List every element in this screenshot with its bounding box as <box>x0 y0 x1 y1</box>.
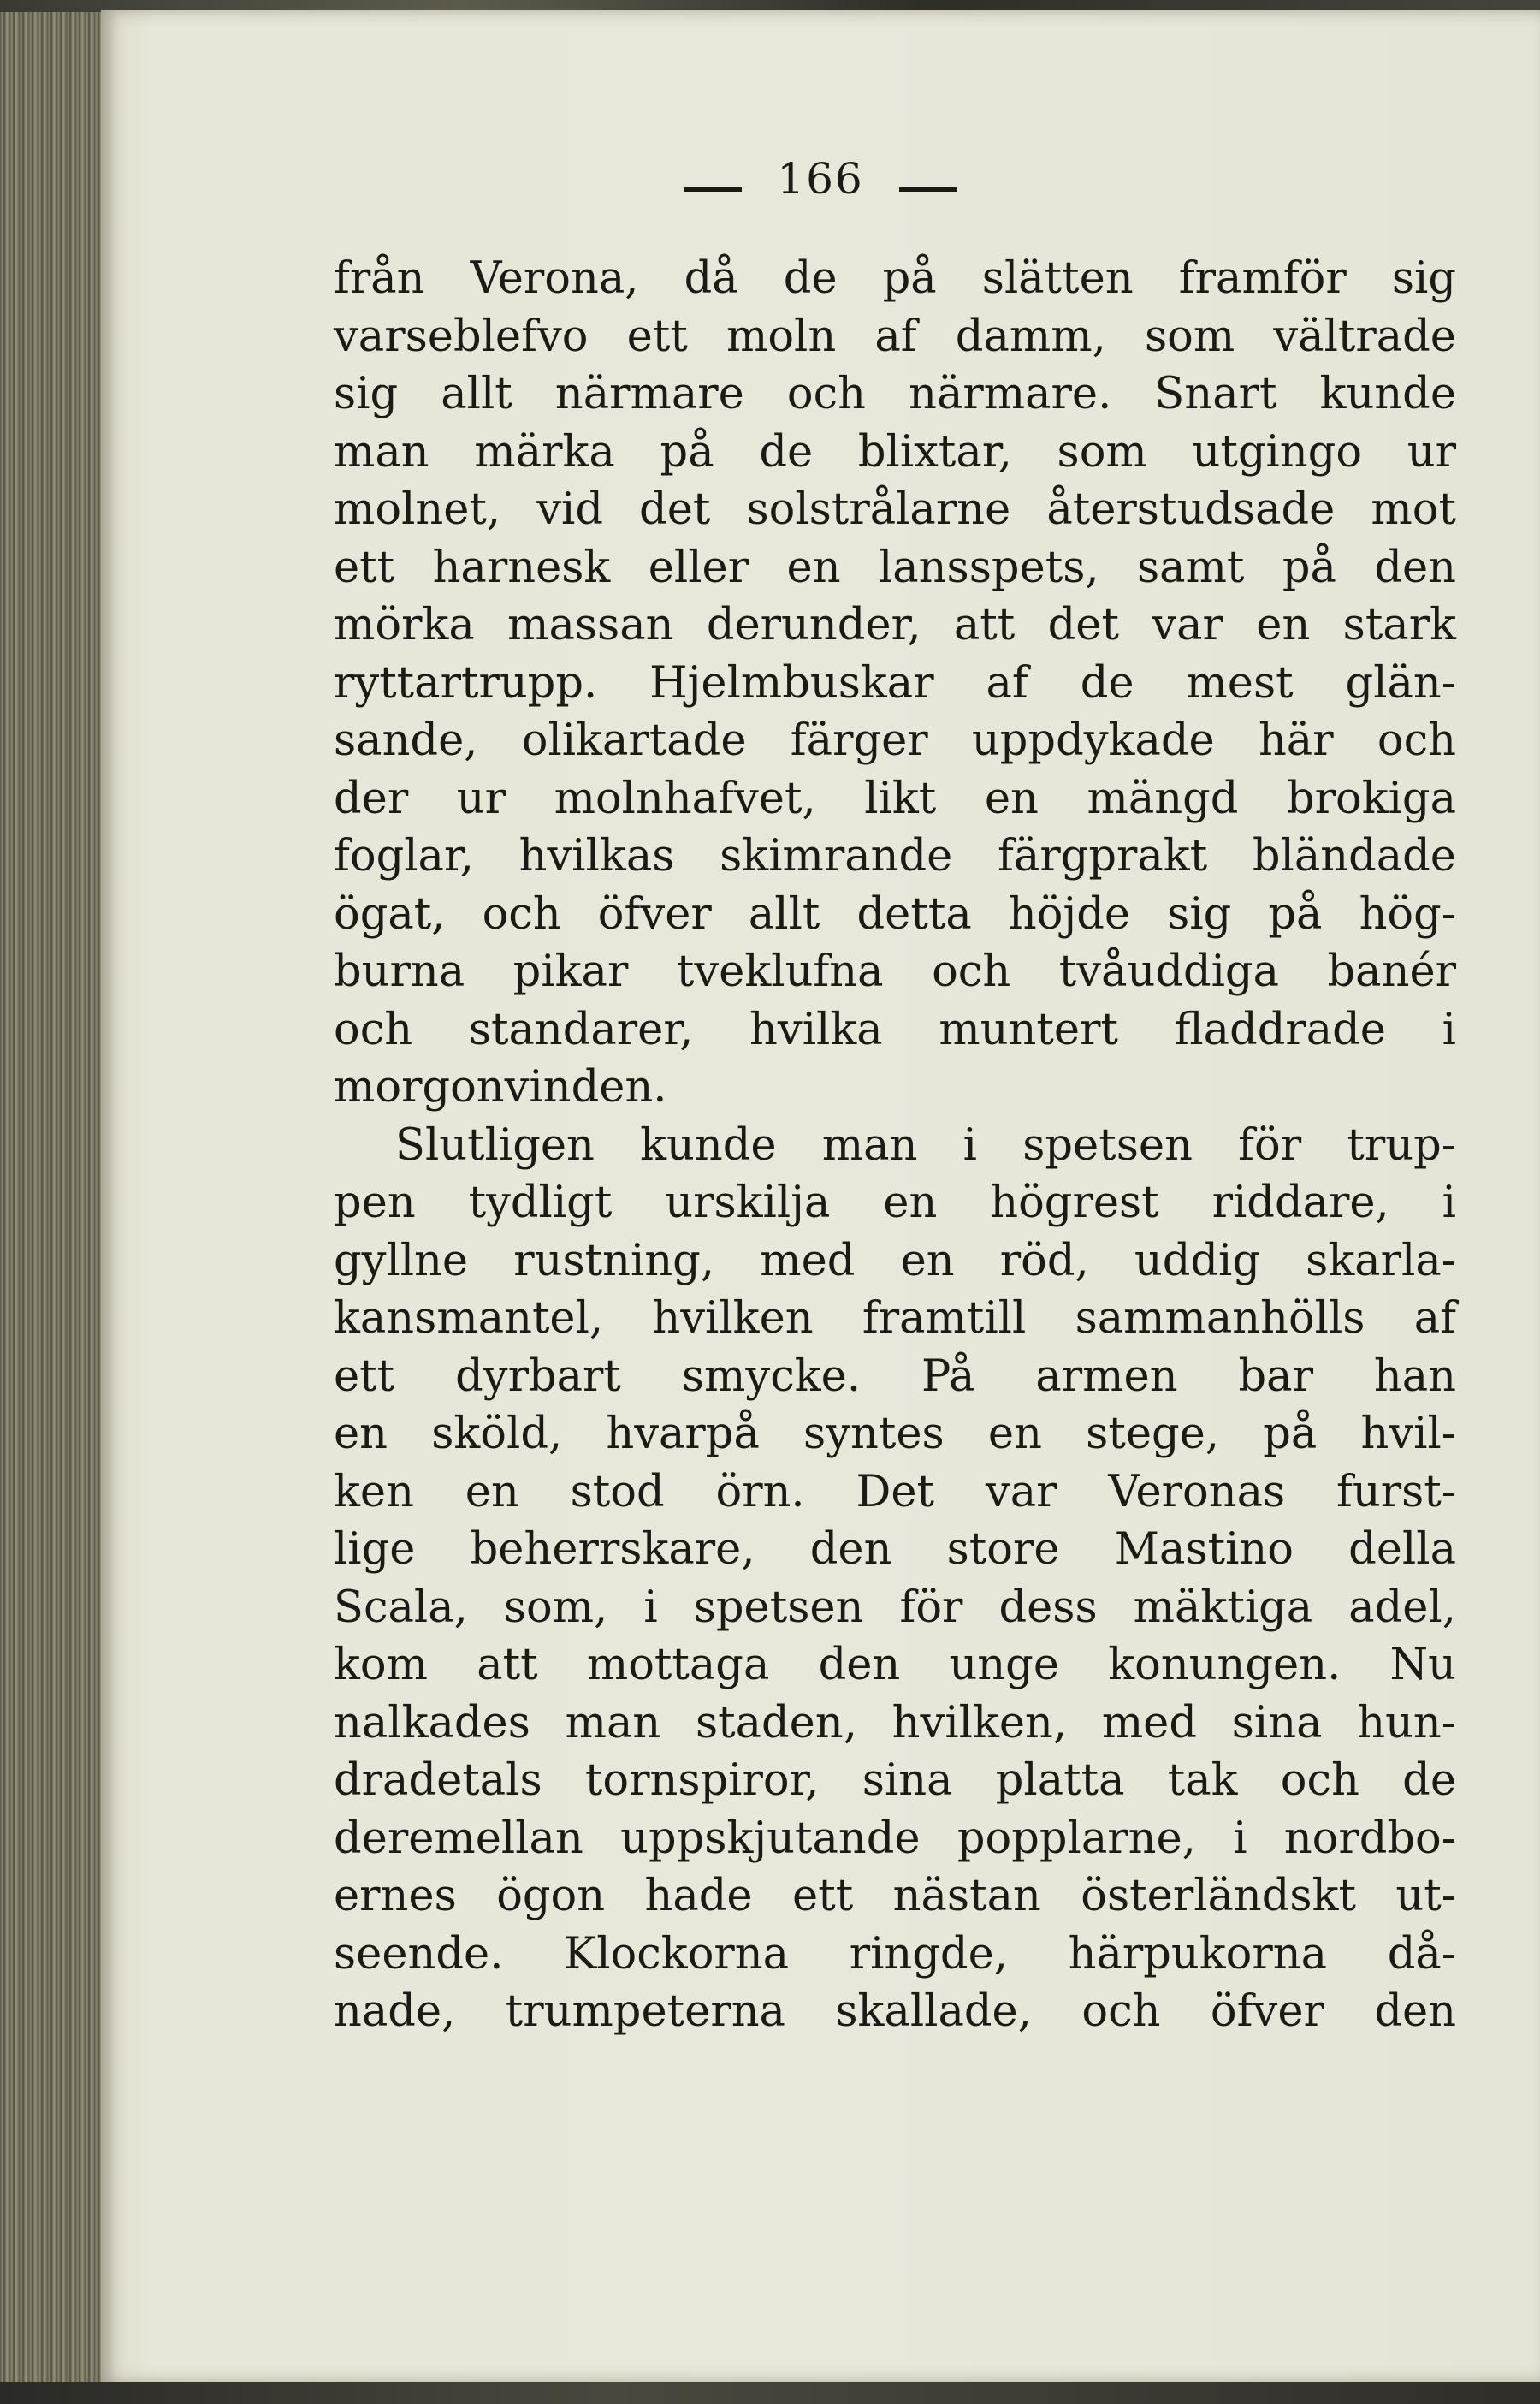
text-line: man märka på de blixtar, som utgingo ur <box>334 426 1456 478</box>
scan-bottom-edge <box>0 2382 1540 2404</box>
text-line: kom att mottaga den unge konungen. Nu <box>334 1640 1456 1690</box>
text-line: mörka massan derunder, att det var en stark <box>334 600 1456 650</box>
text-line: och standarer, hvilka muntert fladdrade i <box>334 1004 1456 1055</box>
page-number: 166 <box>777 154 864 204</box>
paragraph <box>334 1117 1456 2041</box>
text-line: ett harnesk eller en lansspets, samt på den <box>334 542 1456 593</box>
text-line: sig allt närmare och närmare. Snart kunde <box>334 369 1456 419</box>
text-line: nalkades man staden, hvilken, med sina hun- <box>334 1697 1456 1748</box>
text-line: pen tydligt urskilja en högrest riddare, i <box>334 1178 1456 1228</box>
text-line: foglar, hvilkas skimrande färgprakt bländade <box>334 831 1456 881</box>
text-line: från Verona, då de på slätten framför sig <box>334 253 1456 304</box>
text-line: dradetals tornspiror, sina platta tak och de <box>334 1755 1456 1806</box>
text-line: deremellan uppskjutande popplarne, i nordbo- <box>334 1813 1456 1864</box>
text-line: seende. Klockorna ringde, härpukorna då- <box>334 1928 1456 1980</box>
text-line: ögat, och öfver allt detta höjde sig på hög- <box>334 888 1456 940</box>
body-text <box>334 250 1456 2041</box>
text-line: molnet, vid det solstrålarne återstudsade mot <box>334 484 1456 535</box>
text-line: en sköld, hvarpå syntes en stege, på hvil- <box>334 1409 1456 1459</box>
text-line: morgonvinden. <box>334 1062 667 1113</box>
text-line: Scala, som, i spetsen för dess mäktiga adel, <box>334 1582 1456 1633</box>
text-line: varseblefvo ett moln af damm, som vältrade <box>334 311 1456 362</box>
text-line: der ur molnhafvet, likt en mängd brokiga <box>334 773 1456 824</box>
text-line: Slutligen kunde man i spetsen för trup- <box>395 1119 1456 1171</box>
text-line: nade, trumpeterna skallade, och öfver den <box>334 1986 1456 2037</box>
text-line: gyllne rustning, med en röd, uddig skarla- <box>334 1235 1456 1286</box>
text-line: ett dyrbart smycke. På armen bar han <box>334 1350 1456 1402</box>
page-header <box>0 154 1540 204</box>
header-dash-right <box>899 187 957 192</box>
text-line: lige beherrskare, den store Mastino della <box>334 1524 1456 1575</box>
text-line: ernes ögon hade ett nästan österländskt ut- <box>334 1871 1456 1921</box>
header-dash-left <box>684 187 742 192</box>
book-page-edges <box>0 0 107 2404</box>
text-line: ken en stod örn. Det var Veronas furst- <box>334 1466 1456 1517</box>
paragraph <box>334 250 1456 1117</box>
text-line: ryttartrupp. Hjelmbuskar af de mest glän- <box>334 657 1456 709</box>
text-line: burna pikar tveklufna och tvåuddiga banér <box>334 947 1456 997</box>
text-line: sande, olikartade färger uppdykade här och <box>334 715 1456 766</box>
text-line: kansmantel, hvilken framtill sammanhölls af <box>334 1293 1456 1344</box>
